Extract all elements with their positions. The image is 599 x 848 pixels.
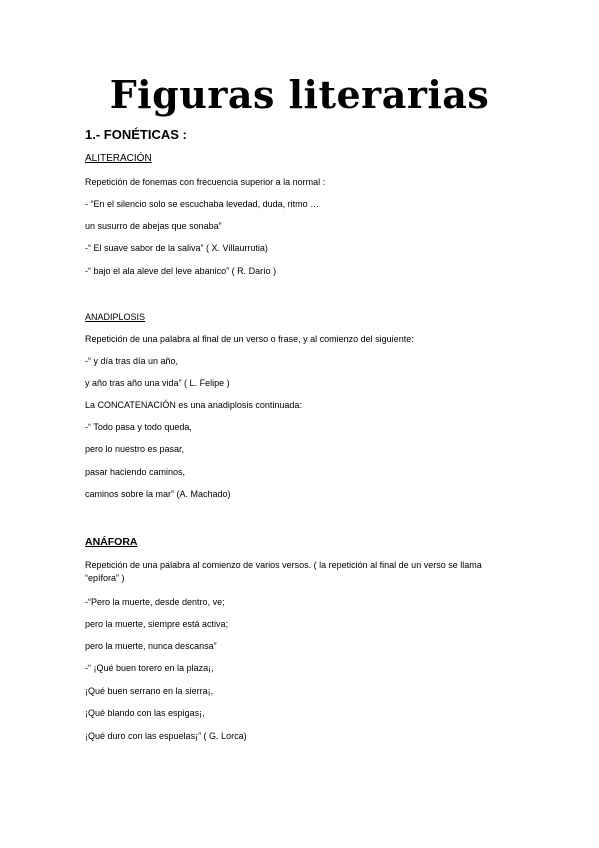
anafora-line: -“ ¡Qué buen torero en la plaza¡, <box>85 663 214 673</box>
anadiplosis-line: -“ Todo pasa y todo queda, <box>85 422 192 432</box>
aliteracion-line: un susurro de abejas que sonaba” <box>85 221 222 231</box>
section-heading-foneticas: 1.- FONÉTICAS : <box>85 127 187 142</box>
anafora-line: ¡Qué duro con las espuelas¡” ( G. Lorca) <box>85 731 247 741</box>
anadiplosis-line: La CONCATENACIÓN es una anadiplosis continuada: <box>85 400 302 410</box>
anafora-line: ¡Qué blando con las espigas¡, <box>85 708 205 718</box>
aliteracion-line: Repetición de fonemas con frecuencia superior a la normal : <box>85 177 326 187</box>
anafora-line: -“Pero la muerte, desde dentro, ve; <box>85 597 225 607</box>
anadiplosis-line: -“ y día tras día un año, <box>85 356 179 366</box>
aliteracion-line: -“ bajo el ala aleve del leve abanico” ( R. Darío ) <box>85 266 277 276</box>
subheading-anadiplosis: ANADIPLOSIS <box>85 312 146 322</box>
anafora-intro: Repetición de una palabra al comienzo de varios versos. ( la repetición al final de un verso se llama “epífora” ) <box>85 560 482 583</box>
aliteracion-line: - “En el silencio solo se escuchaba levedad, duda, ritmo … <box>85 199 320 209</box>
anadiplosis-line: y año tras año una vida” ( L. Felipe ) <box>85 378 230 388</box>
subheading-anafora: ANÁFORA <box>85 536 138 548</box>
anadiplosis-line: Repetición de una palabra al final de un verso o frase, y al comienzo del siguiente: <box>85 334 414 344</box>
page-title: Figuras literarias <box>109 72 490 117</box>
subheading-aliteracion: ALITERACIÓN <box>85 153 152 164</box>
anafora-line: pero la muerte, siempre está activa; <box>85 619 229 629</box>
anadiplosis-line: pasar haciendo caminos, <box>85 467 186 477</box>
anadiplosis-line: pero lo nuestro es pasar, <box>85 444 185 454</box>
anadiplosis-line: caminos sobre la mar” (A. Machado) <box>85 489 231 499</box>
aliteracion-line: -“ El suave sabor de la saliva” ( X. Villaurrutia) <box>85 243 268 253</box>
anafora-line: pero la muerte, nunca descansa” <box>85 641 217 651</box>
anafora-line: ¡Qué buen serrano en la sierra¡, <box>85 686 214 696</box>
